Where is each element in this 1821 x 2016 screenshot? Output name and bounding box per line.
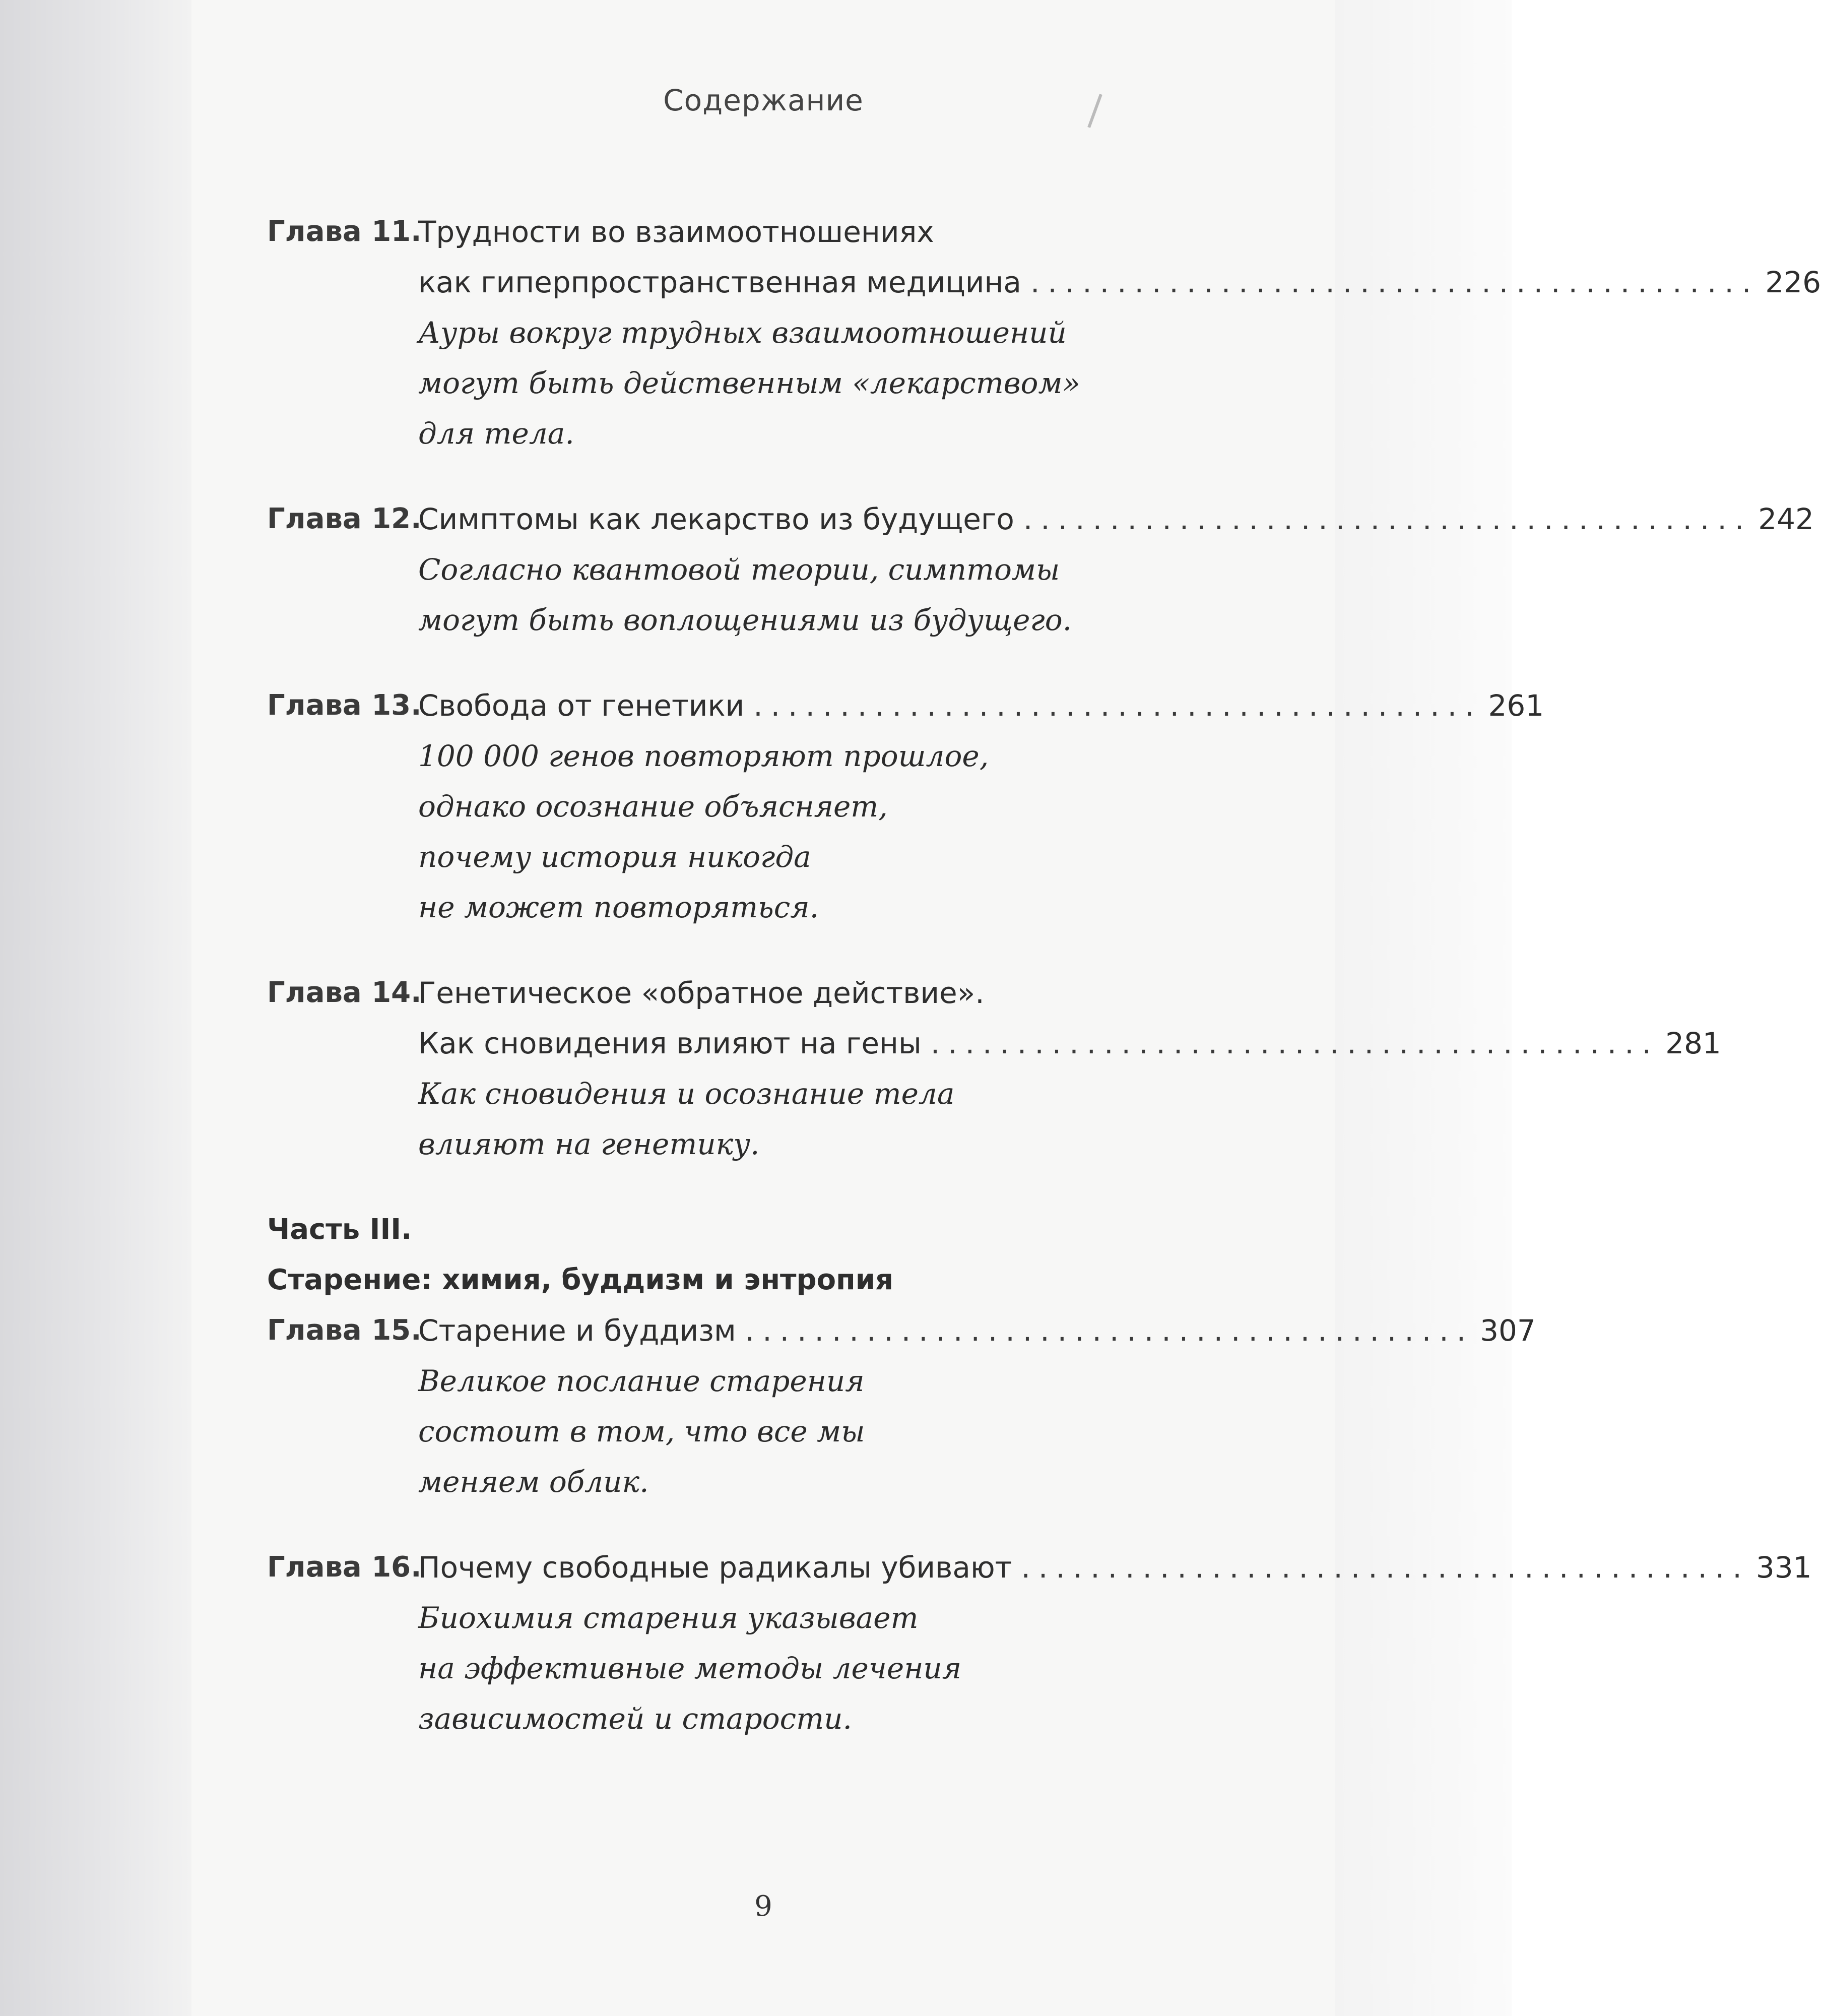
chapter-description-line: Как сновидения и осознание тела [418, 1077, 955, 1111]
chapter-description-line: не может повторяться. [418, 890, 819, 924]
page-number: 242 [1758, 502, 1814, 536]
toc-entry-chapter-12[interactable] [267, 494, 1814, 645]
chapter-title-line: Свобода от генетики [418, 688, 745, 723]
page-number: 261 [1488, 688, 1544, 723]
page-number: 281 [1665, 1026, 1721, 1060]
chapter-description-line: Ауры вокруг трудных взаимоотношений [418, 316, 1067, 350]
chapter-description-line: меняем облик. [418, 1465, 649, 1499]
toc-entry-chapter-16[interactable] [267, 1542, 1812, 1744]
toc-entry-chapter-15[interactable] [267, 1305, 1536, 1507]
page-number: 226 [1765, 265, 1821, 299]
table-of-contents [267, 207, 1821, 1779]
chapter-description-line: Согласно квантовой теории, симптомы [418, 552, 1060, 587]
chapter-title-line: Трудности во взаимоотношениях [418, 215, 934, 249]
chapter-label: Глава 11. [267, 215, 422, 248]
chapter-title-line: Старение и буддизм [418, 1313, 736, 1348]
chapter-description-line: Великое послание старения [418, 1364, 865, 1398]
book-page [191, 0, 1821, 2016]
chapter-label: Глава 13. [267, 689, 422, 722]
dot-leader: .......................................... [1030, 265, 1760, 299]
chapter-description-line: однако осознание объясняет, [418, 789, 888, 824]
part-title: Старение: химия, буддизм и энтропия [267, 1264, 893, 1296]
chapter-description-line: влияют на генетику. [418, 1127, 760, 1161]
dot-leader: .......................................... [1023, 502, 1752, 536]
chapter-title-line: как гиперпространственная медицина [418, 265, 1021, 299]
chapter-description-line: почему история никогда [418, 840, 811, 874]
binding-shadow [0, 0, 191, 2016]
chapter-title-line: Симптомы как лекарство из будущего [418, 502, 1014, 536]
part-label: Часть III. [267, 1213, 412, 1246]
chapter-description-line: могут быть действенным «лекарством» [418, 366, 1081, 400]
toc-entry-chapter-14[interactable] [267, 968, 1721, 1169]
page-number: 307 [1480, 1313, 1536, 1348]
chapter-title-line: Почему свободные радикалы убивают [418, 1550, 1012, 1585]
chapter-description-line: зависимостей и старости. [418, 1702, 852, 1736]
chapter-label: Глава 12. [267, 502, 422, 535]
chapter-description-line: состоит в том, что все мы [418, 1414, 865, 1448]
chapter-description-line: Биохимия старения указывает [418, 1601, 919, 1635]
chapter-description-line: 100 000 генов повторяют прошлое, [418, 739, 989, 773]
chapter-title-line: Генетическое «обратное действие». [418, 976, 985, 1010]
chapter-description-line: для тела. [418, 416, 574, 451]
dot-leader: .......................................... [753, 688, 1482, 723]
page-number: 331 [1755, 1550, 1812, 1585]
toc-entry-chapter-11[interactable] [267, 207, 1821, 459]
toc-part-3[interactable] [267, 1205, 1250, 1305]
chapter-description-line: могут быть воплощениями из будущего. [418, 603, 1072, 637]
dot-leader: .......................................... [930, 1026, 1660, 1060]
toc-entry-chapter-13[interactable] [267, 680, 1544, 932]
running-header: Содержание [663, 83, 864, 117]
chapter-label: Глава 15. [267, 1314, 422, 1347]
chapter-label: Глава 16. [267, 1551, 422, 1584]
dot-leader: .......................................... [1021, 1550, 1750, 1585]
chapter-title-line: Как сновидения влияют на гены [418, 1026, 922, 1060]
dot-leader: .......................................... [745, 1313, 1474, 1348]
page-number-footer: 9 [754, 1890, 772, 1923]
chapter-label: Глава 14. [267, 976, 422, 1009]
chapter-description-line: на эффективные методы лечения [418, 1651, 962, 1685]
